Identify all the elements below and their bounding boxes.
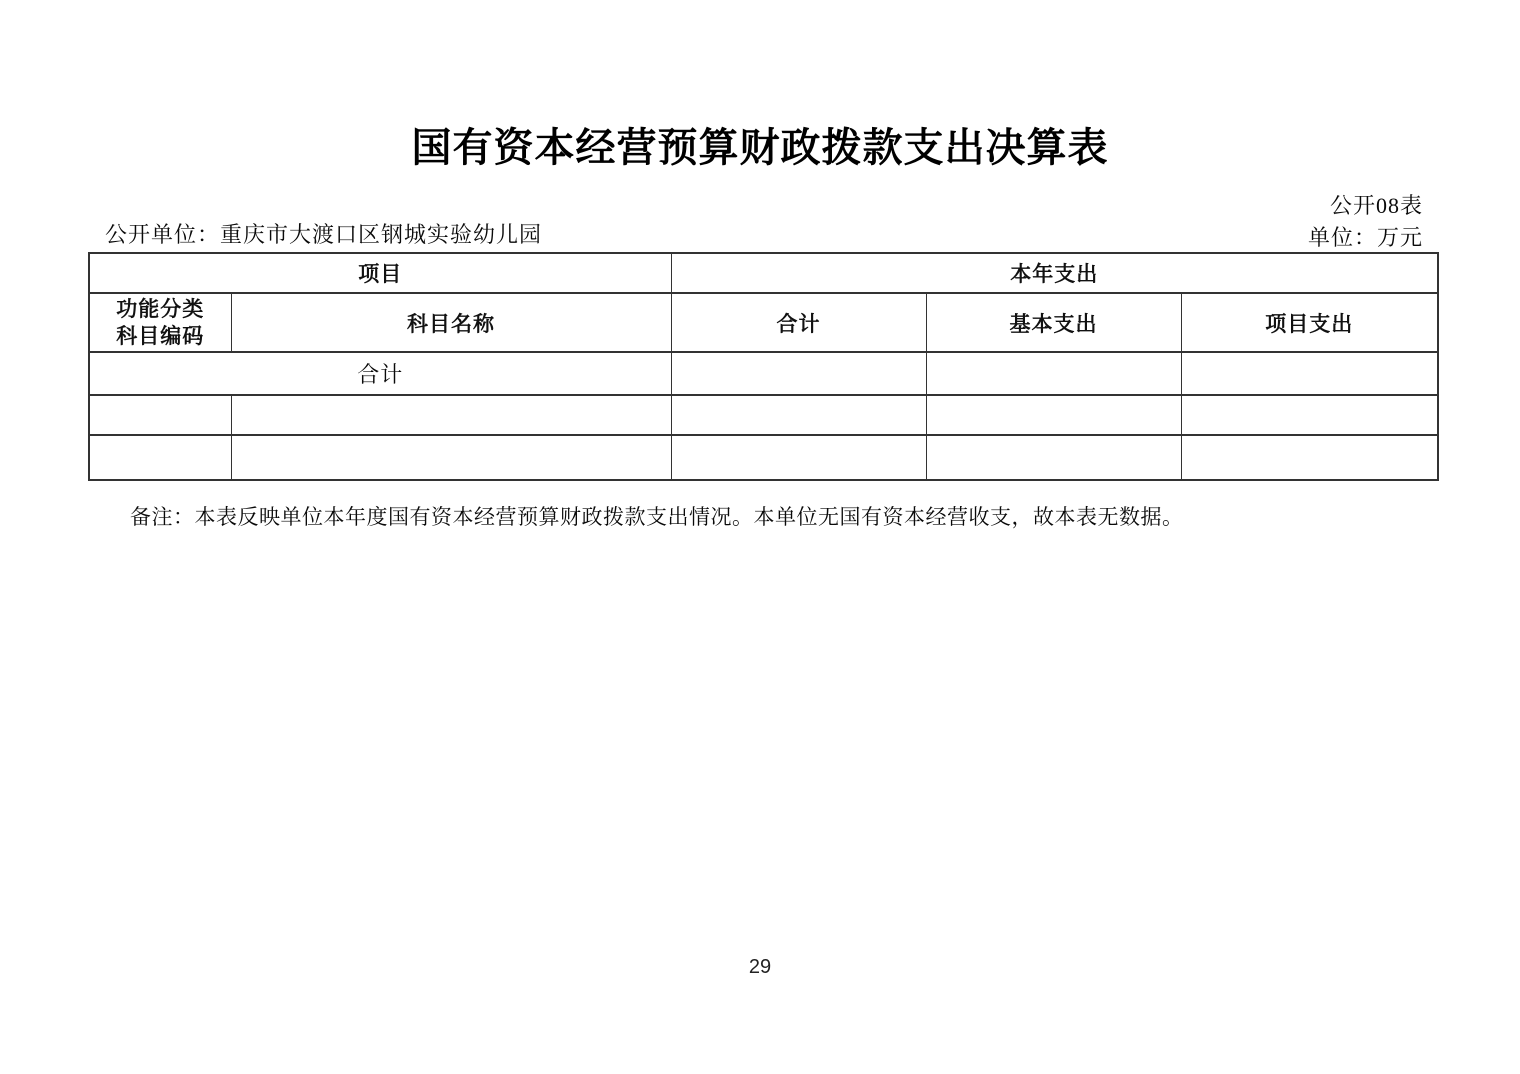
row1-basic-cell <box>926 395 1181 435</box>
row2-basic-cell <box>926 435 1181 480</box>
footnote: 备注：本表反映单位本年度国有资本经营预算财政拨款支出情况。本单位无国有资本经营收支，故本表无数据。 <box>130 505 1184 529</box>
header-functional-classification-code <box>89 293 231 352</box>
total-row-basic-value <box>926 352 1181 395</box>
header-project-expenditure: 项目支出 <box>1181 293 1438 352</box>
row2-code-cell <box>89 435 231 480</box>
table-row <box>89 395 1438 435</box>
header-basic-expenditure: 基本支出 <box>926 293 1181 352</box>
row1-name-cell <box>231 395 671 435</box>
header-subject-name: 科目名称 <box>231 293 671 352</box>
total-row-label: 合计 <box>89 352 671 395</box>
table-code-label: 公开08表 <box>1329 193 1423 218</box>
header-code-line2: 科目编码 <box>116 324 205 348</box>
row2-total-cell <box>671 435 926 480</box>
page-title: 国有资本经营预算财政拨款支出决算表 <box>411 126 1109 170</box>
header-group-current-year-expenditure: 本年支出 <box>671 253 1438 293</box>
publishing-unit-label: 公开单位：重庆市大渡口区钢城实验幼儿园 <box>105 222 543 247</box>
total-row-total-value <box>671 352 926 395</box>
row1-project-cell <box>1181 395 1438 435</box>
table-row-total <box>89 352 1438 395</box>
row1-total-cell <box>671 395 926 435</box>
table-row <box>89 253 1438 293</box>
total-row-project-value <box>1181 352 1438 395</box>
header-code-line1: 功能分类 <box>116 297 205 321</box>
row2-project-cell <box>1181 435 1438 480</box>
table-row <box>89 293 1438 352</box>
header-group-project: 项目 <box>89 253 671 293</box>
page-number: 29 <box>748 956 772 978</box>
header-total: 合计 <box>671 293 926 352</box>
unit-of-measure-label: 单位：万元 <box>1307 225 1423 250</box>
table-row <box>89 435 1438 480</box>
row2-name-cell <box>231 435 671 480</box>
row1-code-cell <box>89 395 231 435</box>
expenditure-table <box>88 252 1439 481</box>
